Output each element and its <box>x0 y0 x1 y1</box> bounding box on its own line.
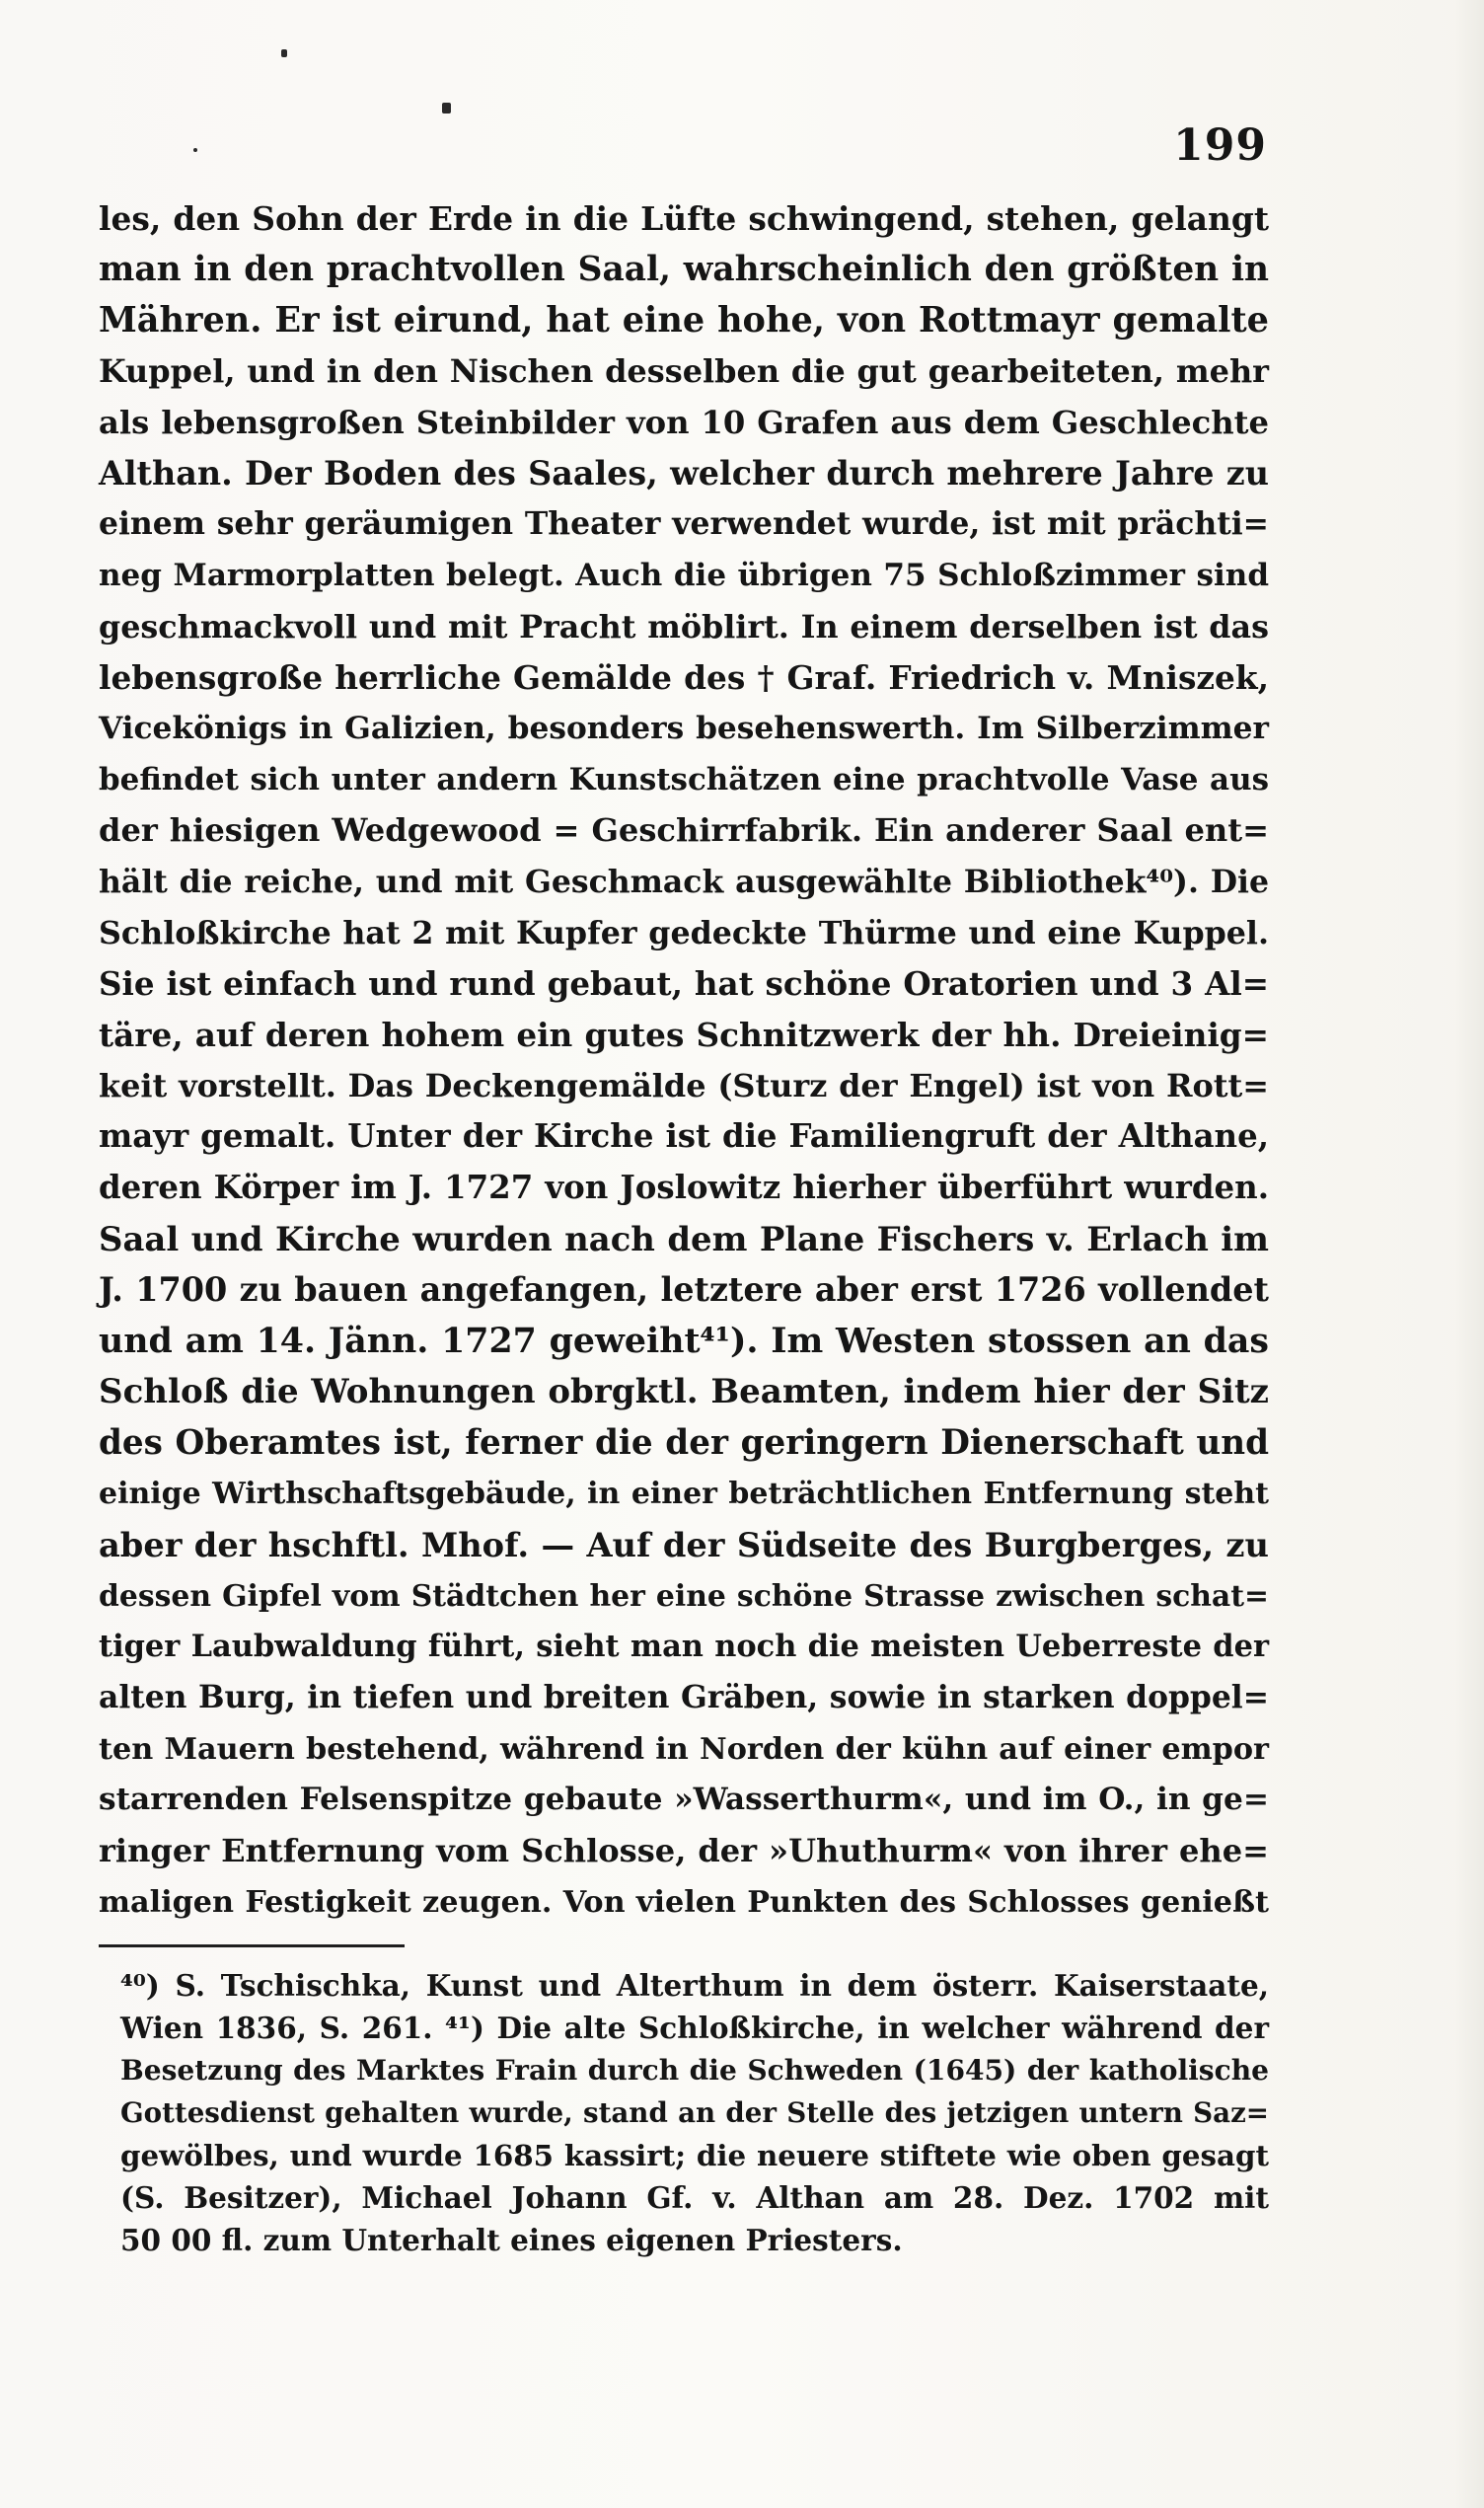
ink-speck <box>442 103 451 114</box>
text-line: neg Marmorplatten belegt. Auch die übrigen 75 Schloßzimmer sind <box>99 557 1269 593</box>
body-text <box>99 193 1269 1928</box>
text-line: Althan. Der Boden des Saales, welcher durch mehrere Jahre zu <box>99 454 1269 494</box>
text-line: Schloßkirche hat 2 mit Kupfer gedeckte Thürme und eine Kuppel. <box>99 914 1269 951</box>
footnote-line: Gottesdienst gehalten wurde, stand an der Stelle des jetzigen untern Saz= <box>120 2096 1269 2129</box>
page-edge-shade <box>1454 0 1484 2508</box>
text-line: hält die reiche, und mit Geschmack ausgewählte Bibliothek⁴⁰). Die <box>99 863 1269 900</box>
footnote-line: (S. Besitzer), Michael Johann Gf. v. Althan am 28. Dez. 1702 mit <box>120 2180 1269 2215</box>
text-line: als lebensgroßen Steinbilder von 10 Grafen aus dem Geschlechte <box>99 403 1269 441</box>
text-line: man in den prachtvollen Saal, wahrscheinlich den größten in <box>99 249 1269 289</box>
text-line: starrenden Felsenspitze gebaute »Wasserthurm«, und im O., in ge= <box>99 1782 1269 1818</box>
text-line: des Oberamtes ist, ferner die der geringern Dienerschaft und <box>99 1422 1269 1463</box>
text-line: mayr gemalt. Unter der Kirche ist die Familiengruft der Althane, <box>99 1117 1269 1156</box>
footnotes <box>120 1964 1269 2261</box>
text-line: und am 14. Jänn. 1727 geweiht⁴¹). Im Westen stossen an das <box>99 1321 1269 1362</box>
text-line: einige Wirthschaftsgebäude, in einer beträchtlichen Entfernung steht <box>99 1477 1269 1512</box>
text-line: täre, auf deren hohem ein gutes Schnitzwerk der hh. Dreieinig= <box>99 1016 1269 1054</box>
text-line: tiger Laubwaldung führt, sieht man noch die meisten Ueberreste der <box>99 1629 1269 1665</box>
text-line: maligen Festigkeit zeugen. Von vielen Punkten des Schlosses genießt <box>99 1884 1269 1920</box>
footnote-line: ⁴⁰) S. Tschischka, Kunst und Alterthum in dem österr. Kaiserstaate, <box>120 1968 1269 2003</box>
footnote-line: gewölbes, und wurde 1685 kassirt; die neuere stiftete wie oben gesagt <box>120 2138 1269 2172</box>
text-line: einem sehr geräumigen Theater verwendet wurde, ist mit prächti= <box>99 506 1269 543</box>
text-line: ringer Entfernung vom Schlosse, der »Uhuthurm« von ihrer ehe= <box>99 1832 1269 1869</box>
text-line: Vicekönigs in Galizien, besonders besehenswerth. Im Silberzimmer <box>99 710 1269 746</box>
text-line: der hiesigen Wedgewood = Geschirrfabrik. Ein anderer Saal ent= <box>99 811 1269 850</box>
ink-speck <box>281 49 287 57</box>
text-line: lebensgroße herrliche Gemälde des † Graf. Friedrich v. Mniszek, <box>99 658 1269 698</box>
text-line: dessen Gipfel vom Städtchen her eine schöne Strasse zwischen schat= <box>99 1578 1269 1614</box>
footnote-line: 50 00 fl. zum Unterhalt eines eigenen Priesters. <box>120 2223 903 2257</box>
text-line: les, den Sohn der Erde in die Lüfte schwingend, stehen, gelangt <box>99 199 1269 238</box>
text-line: Saal und Kirche wurden nach dem Plane Fischers v. Erlach im <box>99 1218 1269 1258</box>
footnote-line: Wien 1836, S. 261. ⁴¹) Die alte Schloßkirche, in welcher während der <box>120 2011 1269 2045</box>
text-line: ten Mauern bestehend, während in Norden der kühn auf einer empor <box>99 1731 1269 1767</box>
text-line: Schloß die Wohnungen obrgktl. Beamten, indem hier der Sitz <box>99 1371 1269 1411</box>
ink-speck <box>193 148 197 152</box>
text-line: Mähren. Er ist eirund, hat eine hohe, von Rottmayr gemalte <box>99 300 1269 342</box>
text-line: J. 1700 zu bauen angefangen, letztere aber erst 1726 vollendet <box>99 1270 1269 1310</box>
text-line: deren Körper im J. 1727 von Joslowitz hierher überführt wurden. <box>99 1169 1269 1207</box>
text-line: befindet sich unter andern Kunstschätzen eine prachtvolle Vase aus <box>99 761 1269 798</box>
footnote-line: Besetzung des Marktes Frain durch die Schweden (1645) der katholische <box>120 2054 1269 2087</box>
footnote-divider <box>99 1944 405 1947</box>
text-line: Sie ist einfach und rund gebaut, hat schöne Oratorien und 3 Al= <box>99 964 1269 1004</box>
text-line: aber der hschftl. Mhof. — Auf der Südseite des Burgberges, zu <box>99 1524 1269 1564</box>
text-line: keit vorstellt. Das Deckengemälde (Sturz der Engel) ist von Rott= <box>99 1066 1269 1104</box>
page-number: 199 <box>1173 120 1267 171</box>
text-line: alten Burg, in tiefen und breiten Gräben, sowie in starken doppel= <box>99 1679 1269 1715</box>
text-line: Kuppel, und in den Nischen desselben die gut gearbeiteten, mehr <box>99 352 1269 391</box>
text-line: geschmackvoll und mit Pracht möblirt. In einem derselben ist das <box>99 608 1269 646</box>
